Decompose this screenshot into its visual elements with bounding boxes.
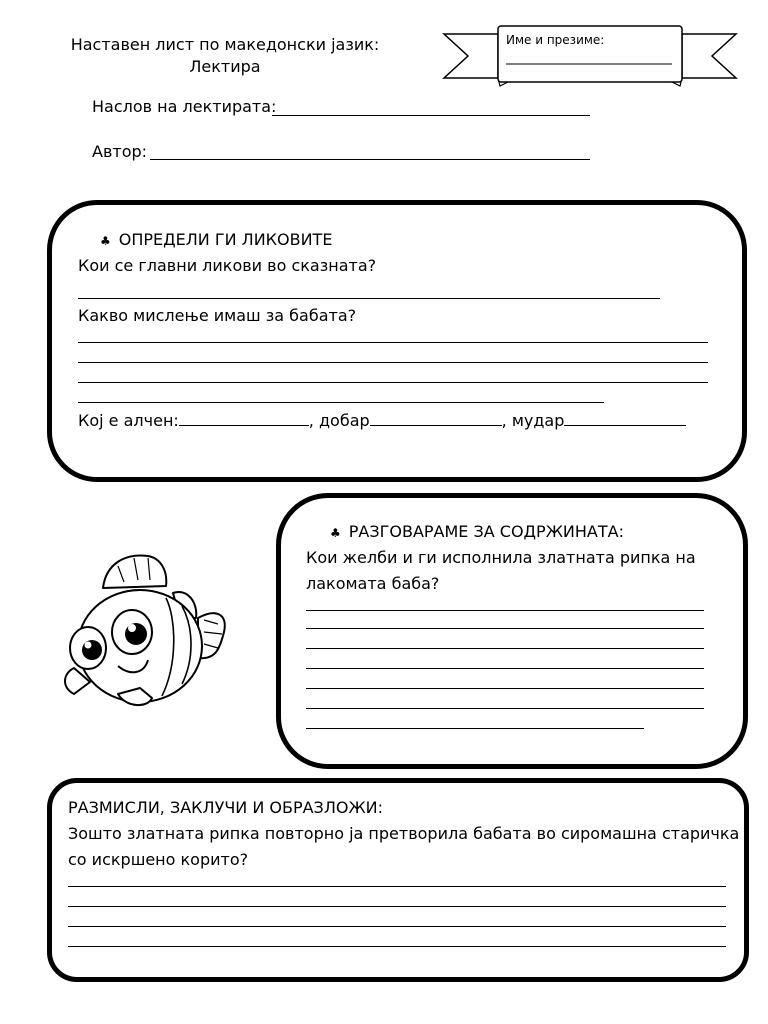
answer-line[interactable] xyxy=(306,708,704,709)
answer-line[interactable] xyxy=(78,298,660,299)
section1-question1: Кои се главни ликови во сказната? xyxy=(78,256,377,275)
club-icon: ♣ xyxy=(330,526,341,540)
answer-line[interactable] xyxy=(68,926,726,927)
book-title-answer-line[interactable] xyxy=(272,115,590,116)
section2-question-line2: лакомата баба? xyxy=(306,574,440,593)
section1-heading-text: ОПРЕДЕЛИ ГИ ЛИКОВИТЕ xyxy=(118,230,333,249)
answer-line[interactable] xyxy=(78,402,604,403)
greedy-label: Кој е алчен: xyxy=(78,411,179,430)
answer-line[interactable] xyxy=(68,946,726,947)
section2-heading-text: РАЗГОВАРАМЕ ЗА СОДРЖИНАТА: xyxy=(348,522,624,541)
answer-line[interactable] xyxy=(306,648,704,649)
answer-line[interactable] xyxy=(78,382,708,383)
section2-question-line1: Кои желби и ги исполнила златната рипка на xyxy=(306,548,696,567)
wise-answer-line[interactable] xyxy=(564,411,686,426)
name-field-label: Име и презиме: xyxy=(506,33,605,47)
answer-line[interactable] xyxy=(306,688,704,689)
section3-heading: РАЗМИСЛИ, ЗАКЛУЧИ И ОБРАЗЛОЖИ: xyxy=(68,798,384,817)
answer-line[interactable] xyxy=(68,886,726,887)
author-answer-line[interactable] xyxy=(150,159,590,160)
answer-line[interactable] xyxy=(306,668,704,669)
answer-line[interactable] xyxy=(306,610,704,611)
section3-question-line2: со искршено корито? xyxy=(68,850,249,869)
answer-line[interactable] xyxy=(78,362,708,363)
greedy-answer-line[interactable] xyxy=(179,411,309,426)
section1-heading xyxy=(100,230,332,249)
author-label: Автор: xyxy=(92,142,148,161)
kind-label: , добар xyxy=(308,411,370,430)
club-icon: ♣ xyxy=(100,234,111,248)
kind-answer-line[interactable] xyxy=(370,411,502,426)
worksheet-title xyxy=(60,34,390,78)
title-line-2: Лектира xyxy=(189,57,261,76)
wise-label: , мудар xyxy=(501,411,565,430)
answer-line[interactable] xyxy=(78,342,708,343)
section1-question2: Какво мислење имаш за бабата? xyxy=(78,306,357,325)
answer-line[interactable] xyxy=(306,628,704,629)
book-title-label: Наслов на лектирата: xyxy=(92,97,277,116)
title-line-1: Наставен лист по македонски јазик: xyxy=(70,35,380,54)
answer-line[interactable] xyxy=(306,728,644,729)
fish-illustration xyxy=(48,548,228,708)
traits-row xyxy=(78,411,686,431)
section2-heading xyxy=(330,522,624,541)
answer-line[interactable] xyxy=(68,906,726,907)
section3-question-line1: Зошто златната рипка повторно ја претворила бабата во сиромашна старичка xyxy=(68,824,740,843)
